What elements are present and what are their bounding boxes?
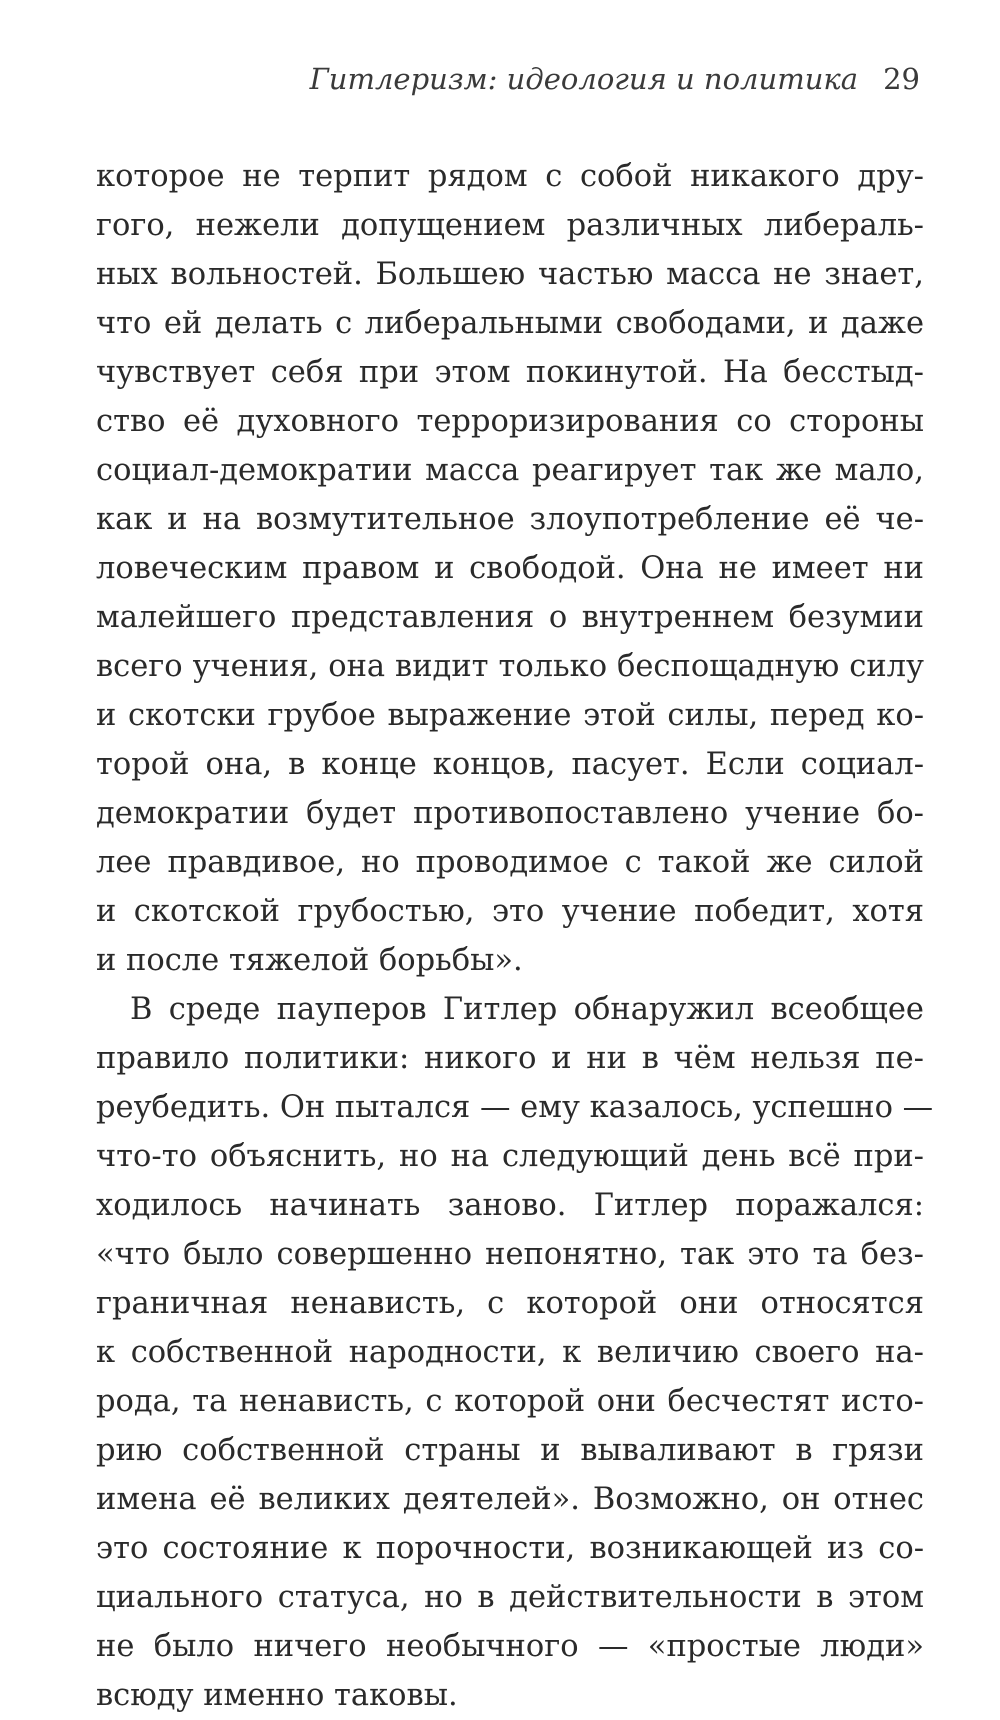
text-line: и скотской грубостью, это учение победит, хотя bbox=[96, 894, 924, 929]
text-line: что ей делать с либеральными свободами, и даже bbox=[96, 306, 924, 341]
body-text bbox=[96, 152, 934, 1720]
text-line: всюду именно таковы. bbox=[96, 1678, 458, 1713]
text-line: что-то объяснить, но на следующий день всё при- bbox=[96, 1139, 924, 1174]
text-line: которое не терпит рядом с собой никакого дру- bbox=[96, 159, 924, 194]
text-line: лее правдивое, но проводимое с такой же силой bbox=[96, 845, 924, 880]
text-line: ловеческим правом и свободой. Она не имеет ни bbox=[96, 551, 924, 586]
text-line: рода, та ненависть, с которой они бесчестят исто- bbox=[96, 1384, 924, 1419]
text-line: как и на возмутительное злоупотребление её че- bbox=[96, 502, 924, 537]
text-line: правило политики: никого и ни в чём нельзя пе- bbox=[96, 1041, 924, 1076]
paragraph-1 bbox=[96, 152, 924, 985]
text-line: имена её великих деятелей». Возможно, он отнес bbox=[96, 1482, 924, 1517]
text-line: «что было совершенно непонятно, так это та без- bbox=[96, 1237, 924, 1272]
text-line: не было ничего необычного — «простые люди» bbox=[96, 1629, 924, 1664]
text-line: торой она, в конце концов, пасует. Если социал- bbox=[96, 747, 924, 782]
running-title: Гитлеризм: идеология и политика bbox=[309, 62, 858, 96]
text-line: к собственной народности, к величию своего на- bbox=[96, 1335, 924, 1370]
running-header bbox=[96, 58, 920, 108]
text-line: чувствует себя при этом покинутой. На бесстыд- bbox=[96, 355, 924, 390]
text-line: гого, нежели допущением различных либераль- bbox=[96, 208, 924, 243]
text-line: реубедить. Он пытался — ему казалось, успешно — bbox=[96, 1090, 934, 1125]
page-number: 29 bbox=[883, 62, 920, 96]
text-line: малейшего представления о внутреннем безумии bbox=[96, 600, 924, 635]
text-line: демократии будет противопоставлено учение бо- bbox=[96, 796, 924, 831]
text-line: циального статуса, но в действительности в этом bbox=[96, 1580, 924, 1615]
text-line: социал-демократии масса реагирует так же мало, bbox=[96, 453, 924, 488]
text-line: ходилось начинать заново. Гитлер поражался: bbox=[96, 1188, 924, 1223]
text-line: рию собственной страны и вываливают в грязи bbox=[96, 1433, 924, 1468]
text-line: граничная ненависть, с которой они относятся bbox=[96, 1286, 924, 1321]
text-line: ных вольностей. Большею частью масса не знает, bbox=[96, 257, 924, 292]
text-line: В среде пауперов Гитлер обнаружил всеобщее bbox=[130, 992, 924, 1027]
text-line: и скотски грубое выражение этой силы, перед ко- bbox=[96, 698, 924, 733]
text-line: всего учения, она видит только беспощадную силу bbox=[96, 649, 924, 684]
text-line: ство её духовного терроризирования со стороны bbox=[96, 404, 924, 439]
text-line: это состояние к порочности, возникающей из со- bbox=[96, 1531, 924, 1566]
text-line: и после тяжелой борьбы». bbox=[96, 943, 523, 978]
paragraph-2 bbox=[96, 985, 934, 1720]
